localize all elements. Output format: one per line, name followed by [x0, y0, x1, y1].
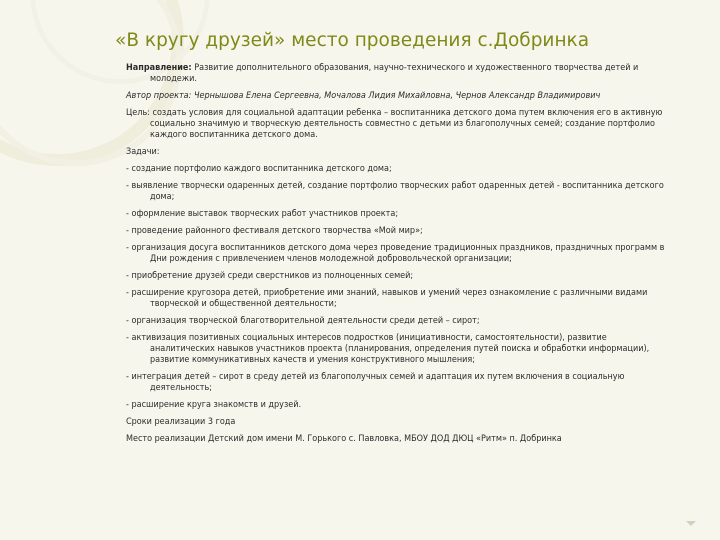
authors-paragraph	[126, 91, 674, 102]
task-item: - создание портфолио каждого воспитанника детского дома;	[126, 164, 392, 174]
term-paragraph: Сроки реализации 3 года	[126, 417, 236, 427]
task-item: - приобретение друзей среди сверстников из полноценных семей;	[126, 271, 414, 281]
direction-paragraph	[126, 63, 674, 85]
task-item: - активизация позитивных социальных интересов подростков (инициативности, самостоятельности), развитие аналитических навыков участников проекта (планирования, определения путей поиска и обработки информации), развитие коммуникативных качеств и умения конструктивного мышления;	[126, 333, 650, 365]
place-paragraph: Место реализации Детский дом имени М. Горького с. Павловка, МБОУ ДОД ДЮЦ «Ритм» п. Добринка	[126, 434, 562, 444]
goal-paragraph: Цель: создать условия для социальной адаптации ребенка – воспитанника детского дома путем включения его в активную социально значимую и творческую деятельность совместно с детьми из благополучных семей; создание портфолио каждого воспитанника детского дома.	[126, 108, 663, 140]
authors-label: Автор проекта:	[126, 91, 192, 101]
task-item: - оформление выставок творческих работ участников проекта;	[126, 209, 399, 219]
task-item: - проведение районного фестиваля детского творчества «Мой мир»;	[126, 226, 423, 236]
direction-label: Направление:	[126, 63, 192, 73]
task-item: - интеграция детей – сирот в среду детей из благополучных семей и адаптация их путем включения в социальную деятельность;	[126, 372, 625, 393]
task-item: - расширение круга знакомств и друзей.	[126, 400, 302, 410]
tasks-label: Задачи:	[126, 147, 160, 157]
slide-content	[126, 63, 674, 445]
direction-text: Развитие дополнительного образования, научно-технического и художественного творчества детей и молодежи.	[150, 63, 639, 84]
slide-corner-marker	[686, 521, 696, 526]
task-item: - расширение кругозора детей, приобретение ими знаний, навыков и умений через ознакомление с различными видами творческой и общественной деятельности;	[126, 288, 648, 309]
task-item: - организация досуга воспитанников детского дома через проведение традиционных праздников, праздничных программ в Дни рождения с привлечением членов молодежной добровольческой организации;	[126, 243, 665, 264]
task-item: - выявление творчески одаренных детей, создание портфолио творческих работ одаренных детей - воспитанника детского дома;	[126, 181, 664, 202]
authors-text: Чернышова Елена Сергеевна, Мочалова Лидия Михайловна, Чернов Александр Владимирович	[191, 91, 601, 101]
task-item: - организация творческой благотворительной деятельности среди детей – сирот;	[126, 316, 480, 326]
slide-title: «В кругу друзей» место проведения с.Добринка	[115, 30, 590, 51]
